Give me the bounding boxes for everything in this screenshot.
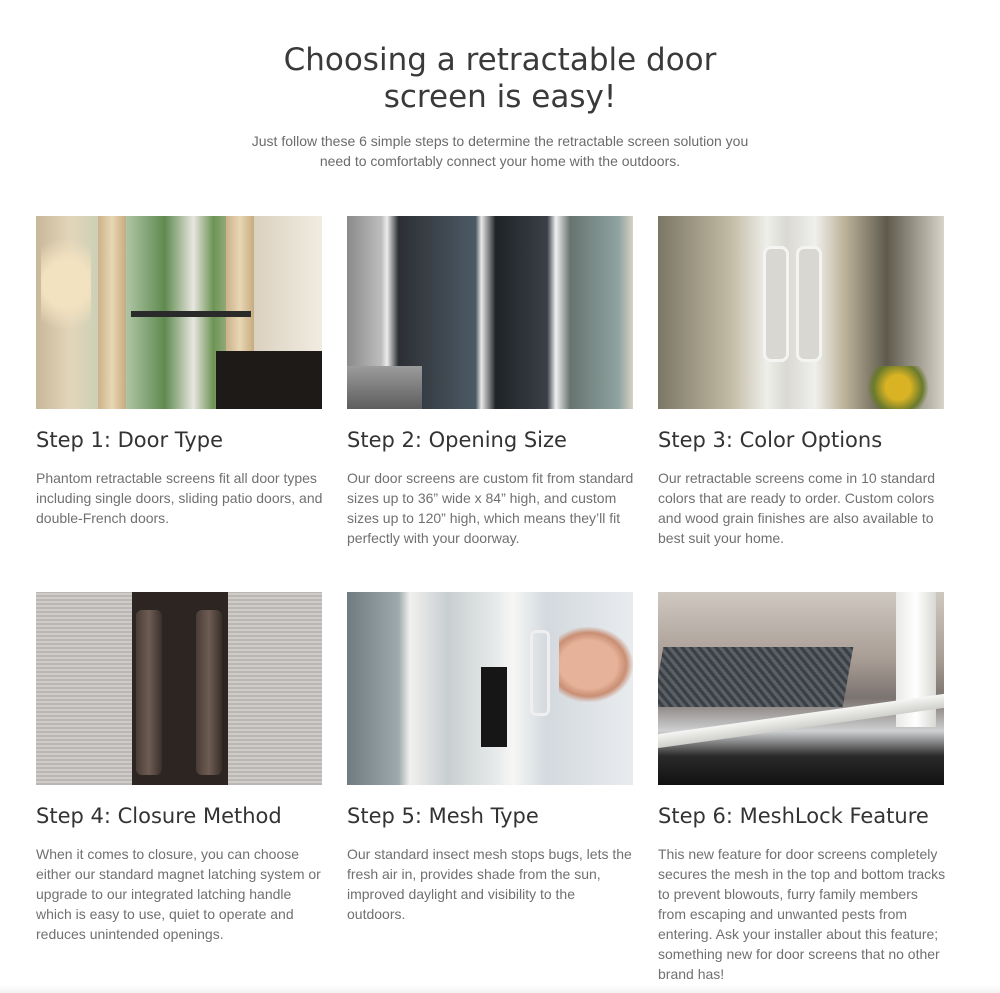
step-card-closure-method <box>36 592 322 968</box>
page-title: Choosing a retractable door screen is easy! <box>283 42 717 115</box>
step-title: Step 4: Closure Method <box>36 804 282 828</box>
closure-method-photo <box>36 592 322 785</box>
step-card-meshlock-feature <box>658 592 946 982</box>
step-card-color-options <box>658 216 944 592</box>
bottom-fade <box>0 985 1000 993</box>
step-description: Our retractable screens come in 10 standard colors that are ready to order. Custom colors and wood grain finishes are also available to best suit your home. <box>658 470 936 546</box>
step-card-door-type <box>36 216 322 592</box>
page-subtitle: Just follow these 6 simple steps to determine the retractable screen solution you need to comfortably connect your home with the outdoors. <box>251 133 749 169</box>
step-title: Step 3: Color Options <box>658 428 883 452</box>
step-card-opening-size <box>347 216 633 592</box>
step-card-mesh-type <box>347 592 633 968</box>
mesh-type-photo <box>347 592 633 785</box>
opening-size-photo <box>347 216 633 409</box>
step-title: Step 6: MeshLock Feature <box>658 804 929 828</box>
door-type-photo <box>36 216 322 409</box>
step-description: Our door screens are custom fit from standard sizes up to 36” wide x 84” high, and custom sizes up to 120” high, which means they’ll fit perfectly with your doorway. <box>347 470 634 546</box>
step-title: Step 2: Opening Size <box>347 428 567 452</box>
color-options-photo <box>658 216 944 409</box>
step-description: This new feature for door screens completely secures the mesh in the top and bottom tracks to prevent blowouts, furry family members from escaping and unwanted pests from entering. Ask your installer about this feature; something new for door screens that no other brand has! <box>658 846 946 982</box>
step-description: Phantom retractable screens fit all door types including single doors, sliding patio doors, and double-French doors. <box>36 470 323 526</box>
meshlock-feature-photo <box>658 592 944 785</box>
intro-header <box>0 42 1000 171</box>
step-description: When it comes to closure, you can choose either our standard magnet latching system or upgrade to our integrated latching handle which is easy to use, quiet to operate and reduces unintended openings. <box>36 846 321 942</box>
step-title: Step 1: Door Type <box>36 428 224 452</box>
steps-grid <box>36 216 946 982</box>
step-description: Our standard insect mesh stops bugs, lets the fresh air in, provides shade from the sun, improved daylight and visibility to the outdoors. <box>347 846 632 922</box>
step-title: Step 5: Mesh Type <box>347 804 539 828</box>
